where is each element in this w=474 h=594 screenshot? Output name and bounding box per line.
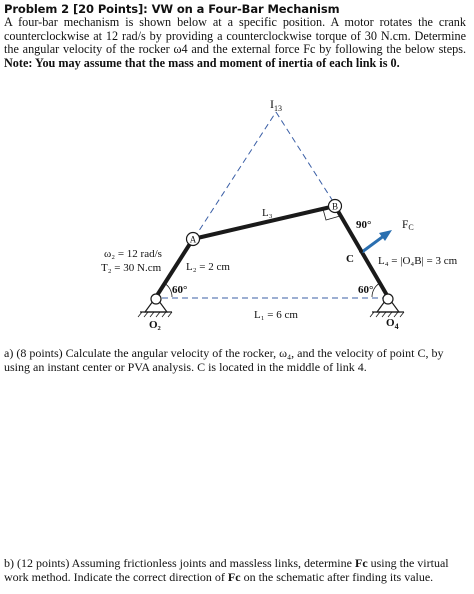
question-b-text-2: using the virtual work method. Indicate the correct direction of	[4, 556, 449, 584]
svg-text:A: A	[189, 234, 197, 245]
label-omega2: ω₂ = 12 rad/s	[104, 248, 162, 260]
pin-a	[187, 233, 200, 246]
note-label: Note:	[4, 56, 33, 71]
label-l2: L₂ = 2 cm	[186, 261, 230, 273]
question-b-fc-1: Fc	[354, 556, 368, 570]
label-l3: L₃	[262, 207, 273, 219]
question-a: a) (8 points) Calculate the angular velocity of the rocker, ω₄, and the velocity of point C, by using an instant center or PVA analysis. C is located in the middle of link 4.	[4, 346, 444, 374]
label-o2: O₂	[149, 319, 161, 331]
label-angle-o2: 60°	[172, 284, 188, 296]
force-fc-arrow-shaft	[362, 235, 385, 252]
svg-text:B: B	[331, 201, 339, 212]
label-fc: FC	[402, 219, 414, 232]
ground-support-o4	[370, 294, 404, 317]
label-angle-o4: 60°	[358, 284, 374, 296]
dashed-line-i13-o4	[276, 112, 336, 206]
pin-b	[329, 200, 342, 213]
point-c-marker	[359, 249, 363, 253]
ground-support-o2	[138, 294, 172, 317]
label-l4: L₄ = |O₄B| = 3 cm	[378, 255, 458, 267]
label-point-c: C	[346, 253, 354, 265]
label-torque2: T₂ = 30 N.cm	[101, 262, 162, 274]
label-angle-b: 90°	[356, 219, 372, 231]
label-i13: $I_{13}$	[270, 97, 282, 113]
question-b-fc-2: Fc	[227, 569, 241, 584]
question-b	[4, 557, 470, 584]
question-b-text-1: b) (12 points) Assuming frictionless joints and massless links, determine	[4, 556, 355, 570]
problem-title: Problem 2 [20 Points]: VW on a Four-Bar Mechanism	[4, 2, 340, 16]
label-o4: $O_4$	[386, 317, 399, 331]
four-bar-mechanism-diagram	[0, 92, 474, 342]
problem-statement	[4, 16, 466, 71]
note-text: You may assume that the mass and moment of inertia of each link is 0.	[32, 56, 400, 71]
label-l1: L₁ = 6 cm	[254, 309, 298, 321]
statement-text: A four-bar mechanism is shown below at a specific position. A motor rotates the crank counterclockwise at 12 rad/s by providing a counterclockwise torque of 30 N.cm. Determine the angular velocity of the rocker ω4 and the external force Fc by following the below steps.	[4, 15, 466, 57]
question-b-text-3: on the schematic after finding its value.	[240, 569, 434, 584]
